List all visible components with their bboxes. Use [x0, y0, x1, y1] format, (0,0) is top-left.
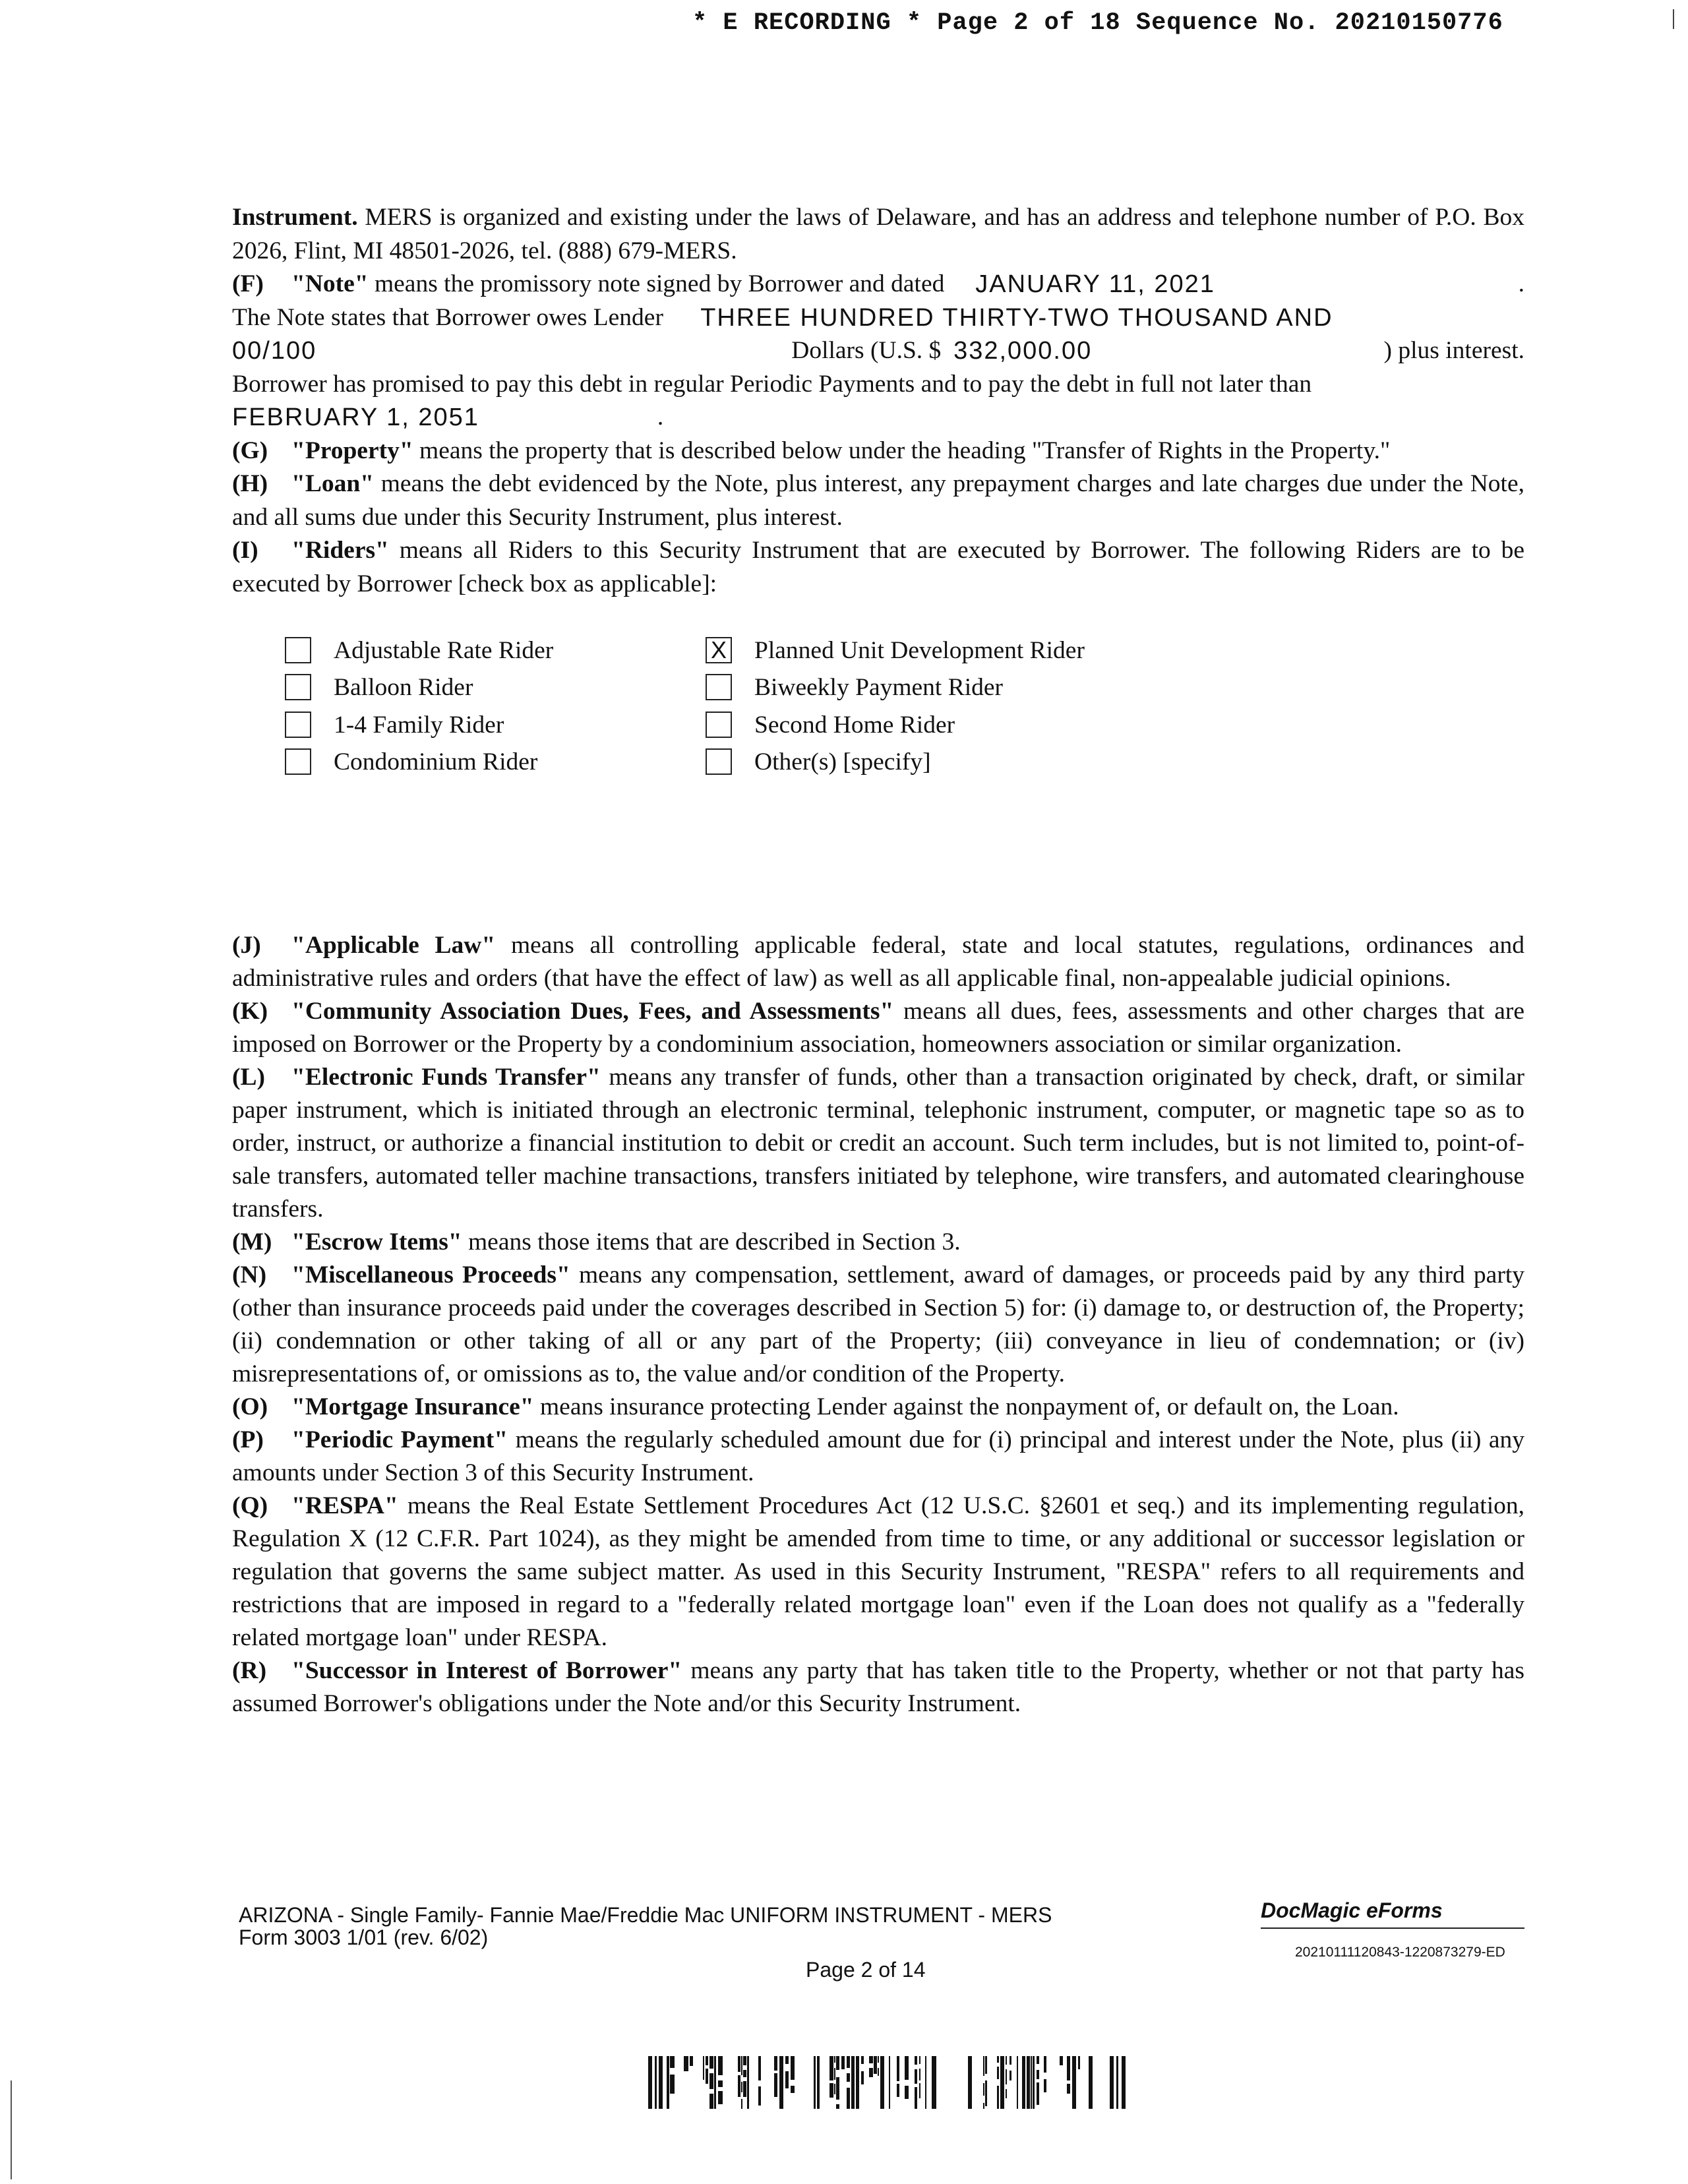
definition-periodic-payment: (P) "Periodic Payment" means the regularly scheduled amount due for (i) principal and interest under the Note, plus (ii) any amounts under Section 3 of this Security Instrument.	[232, 1426, 1524, 1486]
rider-balloon: Balloon Rider	[285, 669, 473, 706]
checkbox-checked[interactable]: X	[706, 637, 732, 663]
rider-adjustable-rate: Adjustable Rate Rider	[285, 632, 553, 669]
definition-successor-in-interest: (R) "Successor in Interest of Borrower" means any party that has taken title to the Property, whether or not that party has assumed Borrower's obligations under the Note and/or this Security Instrument.	[232, 1657, 1525, 1717]
footer-rule	[1261, 1927, 1524, 1929]
checkbox[interactable]	[285, 748, 311, 775]
scan-edge-mark	[1673, 9, 1674, 29]
checkbox[interactable]	[706, 748, 732, 775]
checkbox[interactable]	[285, 674, 311, 700]
definitions-part-1	[232, 201, 1524, 601]
definitions-part-2	[232, 929, 1524, 1720]
docmagic-logo: DocMagic eForms	[1261, 1898, 1443, 1922]
property-definition: (G) "Property" means the property that is described below under the heading "Transfer of Rights in the Property."	[232, 437, 1391, 464]
barcode-icon	[648, 2056, 1127, 2109]
rider-1-4-family: 1-4 Family Rider	[285, 706, 504, 743]
rider-planned-unit-development: X Planned Unit Development Rider	[706, 632, 1085, 669]
definition-electronic-funds-transfer: (L) "Electronic Funds Transfer" means any transfer of funds, other than a transaction originated by check, draft, or similar paper instrument, which is initiated through an electronic terminal, telephonic instrument, computer, or magnetic tape so as to order, instruct, or authorize a financial institution to debit or credit an account. Such term includes, but is not limited to, point-of-sale transfers, automated teller machine transactions, transfers initiated by telephone, wire transfers, and automated clearinghouse transfers.	[232, 1064, 1524, 1223]
maturity-date: FEBRUARY 1, 2051	[232, 404, 479, 431]
rider-biweekly-payment: Biweekly Payment Rider	[706, 669, 1003, 706]
note-date: JANUARY 11, 2021	[975, 270, 1215, 298]
loan-amount-words: THREE HUNDRED THIRTY-TWO THOUSAND AND	[700, 303, 1333, 332]
checkbox[interactable]	[706, 712, 732, 738]
rider-condominium: Condominium Rider	[285, 743, 537, 780]
note-definition: (F) "Note" means the promissory note signed by Borrower and dated JANUARY 11, 2021 . The Note states that Borrower owes Lender THREE HUNDRED THIRTY-TWO THOUSAND AND 00/100 Dollars (U.S. $ 332,000.00 ) plus interest. Borrower has promised to pay this debt in regular Periodic Payments and to pay the debt in full not later than FEBRUARY 1, 2051 .	[232, 268, 1524, 435]
form-identifier: ARIZONA - Single Family- Fannie Mae/Freddie Mac UNIFORM INSTRUMENT - MERS Form 3003 1/01 (rev. 6/02)	[239, 1903, 1052, 1949]
definition-respa: (Q) "RESPA" means the Real Estate Settlement Procedures Act (12 U.S.C. §2601 et seq.) and its implementing regulation, Regulation X (12 C.F.R. Part 1024), as they might be amended from time to time, or any additional or successor legislation or regulation that governs the same subject matter. As used in this Security Instrument, "RESPA" refers to all requirements and restrictions that are imposed in regard to a "federally related mortgage loan" even if the Loan does not qualify as a "federally related mortgage loan" under RESPA.	[232, 1492, 1524, 1651]
definition-applicable-law: (J) "Applicable Law" means all controlling applicable federal, state and local statutes, regulations, ordinances and administrative rules and orders (that have the effect of law) as well as all applicable final, non-appealable judicial opinions.	[232, 932, 1524, 992]
checkbox[interactable]	[285, 712, 311, 738]
page-number: Page 2 of 14	[806, 1958, 926, 1982]
rider-second-home: Second Home Rider	[706, 706, 955, 743]
checkbox[interactable]	[706, 674, 732, 700]
recording-stamp: * E RECORDING * Page 2 of 18 Sequence No. 20210150776	[692, 9, 1503, 37]
scan-edge-mark	[11, 2080, 12, 2179]
checkbox[interactable]	[285, 637, 311, 663]
riders-definition: (I) "Riders" means all Riders to this Security Instrument that are executed by Borrower. The following Riders are to be executed by Borrower [check box as applicable]:	[232, 537, 1525, 597]
definition-community-dues: (K) "Community Association Dues, Fees, and Assessments" means all dues, fees, assessments and other charges that are imposed on Borrower or the Property by a condominium association, homeowners association or similar organization.	[232, 998, 1524, 1058]
loan-amount: 332,000.00	[953, 337, 1093, 365]
rider-other: Other(s) [specify]	[706, 743, 931, 780]
document-code: 20210111120843-1220873279-ED	[1295, 1945, 1505, 1960]
definition-escrow-items: (M) "Escrow Items" means those items that are described in Section 3.	[232, 1228, 961, 1256]
definition-miscellaneous-proceeds: (N) "Miscellaneous Proceeds" means any compensation, settlement, award of damages, or proceeds paid by any third party (other than insurance proceeds paid under the coverages described in Section 5) for: (i) damage to, or destruction of, the Property; (ii) condemnation or other taking of all or any part of the Property; (iii) conveyance in lieu of condemnation; or (iv) misrepresentations of, or omissions as to, the value and/or condition of the Property.	[232, 1261, 1524, 1387]
page-footer	[232, 1898, 1524, 1983]
definition-mortgage-insurance: (O) "Mortgage Insurance" means insurance protecting Lender against the nonpayment of, or default on, the Loan.	[232, 1393, 1399, 1420]
loan-definition: (H) "Loan" means the debt evidenced by the Note, plus interest, any prepayment charges and late charges due under the Note, and all sums due under this Security Instrument, plus interest.	[232, 470, 1524, 531]
mers-paragraph: Instrument. MERS is organized and existing under the laws of Delaware, and has an address and telephone number of P.O. Box 2026, Flint, MI 48501-2026, tel. (888) 679-MERS.	[232, 204, 1525, 264]
